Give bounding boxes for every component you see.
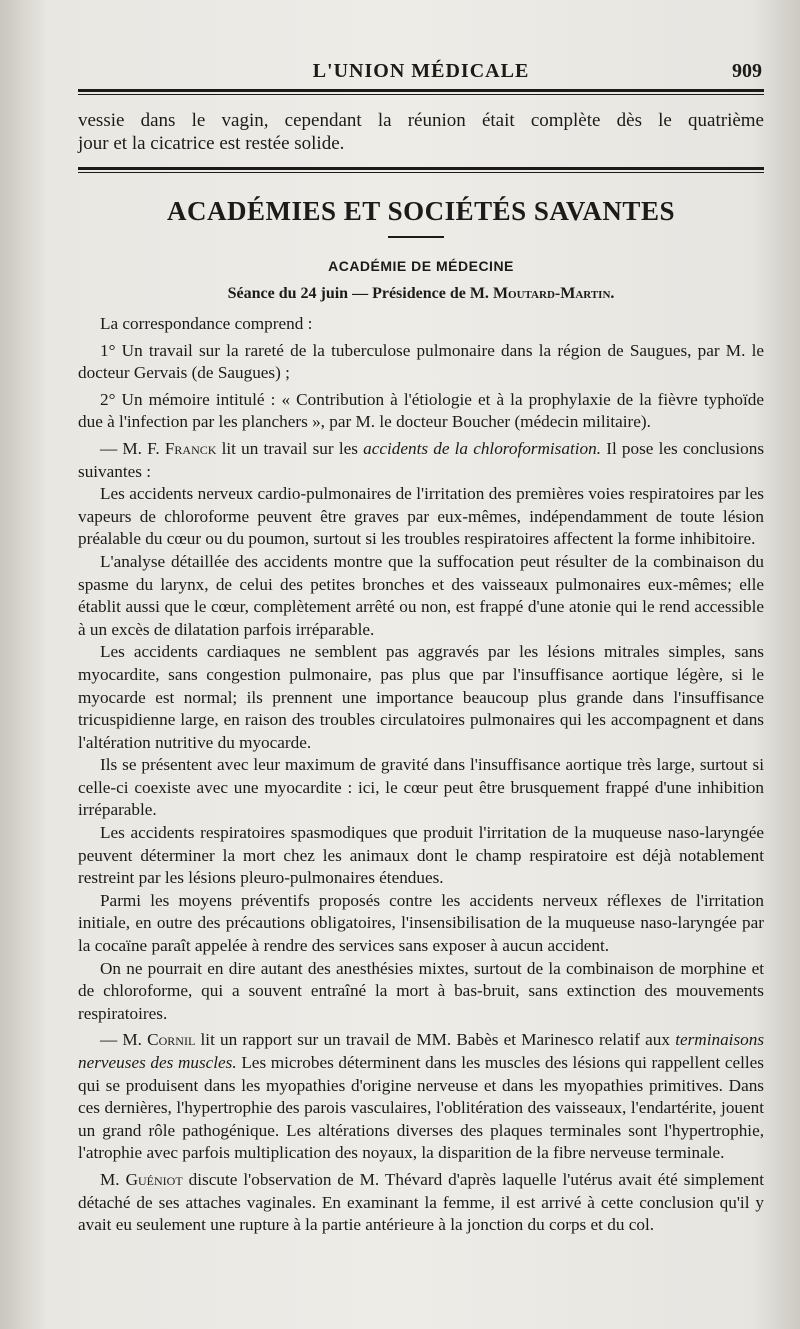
cornil-title: terminaisons nerveuses des muscles. <box>78 1030 765 1072</box>
section-title: ACADÉMIES ET SOCIÉTÉS SAVANTES <box>167 196 675 226</box>
lead-line-1: vessie dans le vagin, cependant la réunion était complète dès le quatrième <box>78 110 764 131</box>
cornil-intro: — M. <box>100 1030 142 1050</box>
president-name: Moutard-Martin. <box>492 285 615 302</box>
page-number: 909 <box>732 60 762 82</box>
paragraph-conclusion-3: Les accidents cardiaques ne semblent pas aggravés par les lésions mitrales simples, sans myocardite, sans congestion pulmonaire, pas plus que par l'insuffisance aortique légère, si le myocarde est normal; ils prennent une importance beaucoup plus grande dans l'insuffisance tricuspidienne large, en raison des troubles circulatoires pulmonaires qui les accompagnent et dans l'altération nutritive du myocarde. <box>78 642 764 752</box>
franck-intro: — M. F. <box>100 438 160 458</box>
section-rule <box>78 167 764 170</box>
franck-title: accidents de la chloroformisation. <box>363 438 602 458</box>
paragraph-conclusion-5: Les accidents respiratoires spasmodiques que produit l'irritation de la muqueuse naso-laryngée peuvent déterminer la mort chez les animaux dont le champ respiratoire est déjà notablement restreint par les lésions pleuro-pulmonaires étendues. <box>78 823 764 888</box>
cornil-mid: lit un rapport sur un travail de MM. Babès et Marinesco relatif aux <box>200 1030 670 1050</box>
continued-text <box>78 109 764 155</box>
gueniot-intro: M. <box>100 1169 120 1189</box>
franck-mid: lit un travail sur les <box>221 438 358 458</box>
article-body <box>78 313 764 1237</box>
lead-line-2: jour et la cicatrice est restée solide. <box>78 133 345 154</box>
section-rule-thin <box>78 172 764 173</box>
journal-title: L'UNION MÉDICALE <box>312 60 530 82</box>
gueniot-end: discute l'observation de M. Thévard d'après laquelle l'utérus avait été simplement détaché de ses attaches vaginales. En examinant la femme, il est arrivé à cette conclusion qu'il y avait eu seulement une rupture à la partie antérieure à la jonction du corps et du col. <box>78 1169 765 1235</box>
paragraph-conclusion-2: L'analyse détaillée des accidents montre que la suffocation peut résulter de la combinaison du spasme du larynx, de celui des petites bronches et des vaisseaux pulmonaires eux-mêmes; elle établit aussi que le cœur, complètement arrêté ou non, est frappé d'une atonie qui le rend accessible à un excès de dilatation parfois irréparable. <box>78 551 764 639</box>
franck-end: Il pose les conclusions suivantes : <box>78 438 765 481</box>
author-cornil: Cornil <box>147 1030 196 1050</box>
running-head <box>78 58 764 86</box>
paragraph-correspondance: La correspondance comprend : <box>100 314 313 333</box>
title-underline <box>388 236 444 238</box>
paragraph-gueniot <box>78 1169 764 1237</box>
academy-name: ACADÉMIE DE MÉDECINE <box>328 258 514 274</box>
seance-date: Séance du 24 juin — Présidence de M. <box>227 285 489 302</box>
author-franck: Franck <box>164 438 217 458</box>
paragraph-cornil <box>78 1029 764 1165</box>
paragraph-conclusion-6: Parmi les moyens préventifs proposés contre les accidents nerveux réflexes de l'irritation initiale, en outre des précautions obligatoires, l'insensibilisation de la muqueuse naso-laryngée par la cocaïne paraît appelée à rendre des services sans exposer à aucun accident. <box>78 890 764 956</box>
author-gueniot: Guéniot <box>125 1169 183 1189</box>
paragraph-item-1: 1° Un travail sur la rareté de la tuberculose pulmonaire dans la région de Saugues, par M. le docteur Gervais (de Saugues) ; <box>78 340 764 383</box>
paragraph-item-2: 2° Un mémoire intitulé : « Contribution à l'étiologie et à la prophylaxie de la fièvre typhoïde due à l'infection par les planchers », par M. le docteur Boucher (médecin militaire). <box>78 389 764 432</box>
cornil-end: Les microbes déterminent dans les muscles des lésions qui rappellent celles qui se produisent dans les myopathies d'origine nerveuse et dans les myopathies primitives. Dans ces dernières, l'hypertrophie des parois vasculaires, l'oblitération des vaisseaux, l'endartérite, jouent un grand rôle pathogénique. Les altérations diverses des plaques terminales sont l'hypertrophie, l'atrophie avec parfois multiplication des noyaux, la disparition de la fibre nerveuse terminale. <box>78 1053 764 1163</box>
header-rule-thin <box>78 94 764 95</box>
paragraph-conclusion-4: Ils se présentent avec leur maximum de gravité dans l'insuffisance aortique très large, surtout si celle-ci coexiste avec une myocardite : ici, le cœur peut être brusquement frappé d'une inhibition irréparable. <box>78 755 764 820</box>
paragraph-franck <box>78 438 764 483</box>
paragraph-conclusion-1: Les accidents nerveux cardio-pulmonaires de l'irritation des premières voies respiratoires par les vapeurs de chloroforme peuvent être graves par eux-mêmes, indépendamment de toute lésion préalable du cœur ou du poumon, surtout si les troubles respiratoires affectent la forme inhibitoire. <box>78 484 764 549</box>
paragraph-conclusion-7: On ne pourrait en dire autant des anesthésies mixtes, surtout de la combinaison de morphine et de chloroforme, qui a souvent entraîné la mort à bas-bruit, sans extinction des mouvements respiratoires. <box>78 958 764 1023</box>
seance-line <box>78 285 764 303</box>
header-rule <box>78 89 764 92</box>
